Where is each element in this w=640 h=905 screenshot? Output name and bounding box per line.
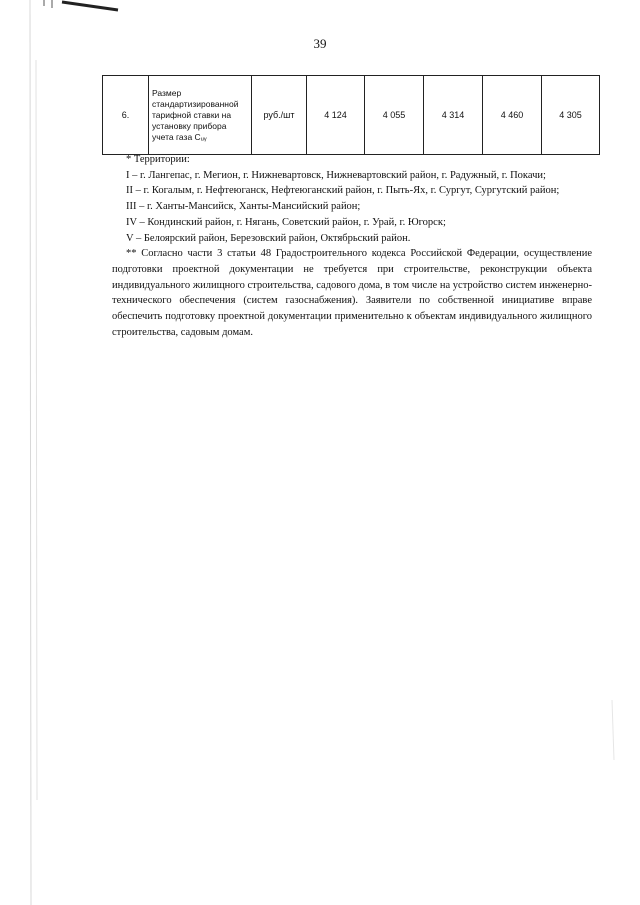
- value-territory-1: 4 124: [307, 76, 365, 155]
- value-territory-5: 4 305: [542, 76, 600, 155]
- territory-4: IV – Кондинский район, г. Нягань, Советский район, г. Урай, г. Югорск;: [126, 216, 446, 228]
- page-number: 39: [313, 36, 327, 51]
- row-unit: руб./шт: [252, 76, 307, 155]
- territory-3: III – г. Ханты-Мансийск, Ханты-Мансийский район;: [126, 201, 361, 213]
- value-territory-3: 4 314: [424, 76, 483, 155]
- value-territory-2: 4 055: [365, 76, 424, 155]
- territory-2: II – г. Когалым, г. Нефтеюганск, Нефтеюганский район, г. Пыть-Ях, г. Сургут, Сургутский район;: [126, 185, 560, 197]
- territories-heading: * Территории:: [126, 154, 190, 165]
- value-territory-4: 4 460: [483, 76, 542, 155]
- table-row: [103, 76, 600, 155]
- tariff-table: [102, 75, 600, 155]
- row-index: 6.: [103, 76, 149, 155]
- territory-5: V – Белоярский район, Березовский район, Октябрьский район.: [126, 232, 411, 244]
- footnote-paragraph: ** Согласно части 3 статьи 48 Градостроительного кодекса Российской Федерации, осуществление подготовки проектной документации не требуется при строительстве, реконструкции объекта индивидуального жилищного строительства, садового дома, в том числе на устройство систем инженерно-технического обеспечения (систем газоснабжения). Заявители по собственной инициативе вправе обеспечить подготовку проектной документации применительно к объектам индивидуального жилищного строительства, садовым домам.: [112, 248, 592, 338]
- notes-section: [112, 152, 592, 340]
- row-description: Размер стандартизированной тарифной ставки на установку прибора учета газа Сᵤᵧ: [149, 76, 252, 155]
- territory-1: I – г. Лангепас, г. Мегион, г. Нижневартовск, Нижневартовский район, г. Радужный, г. Покачи;: [126, 169, 546, 181]
